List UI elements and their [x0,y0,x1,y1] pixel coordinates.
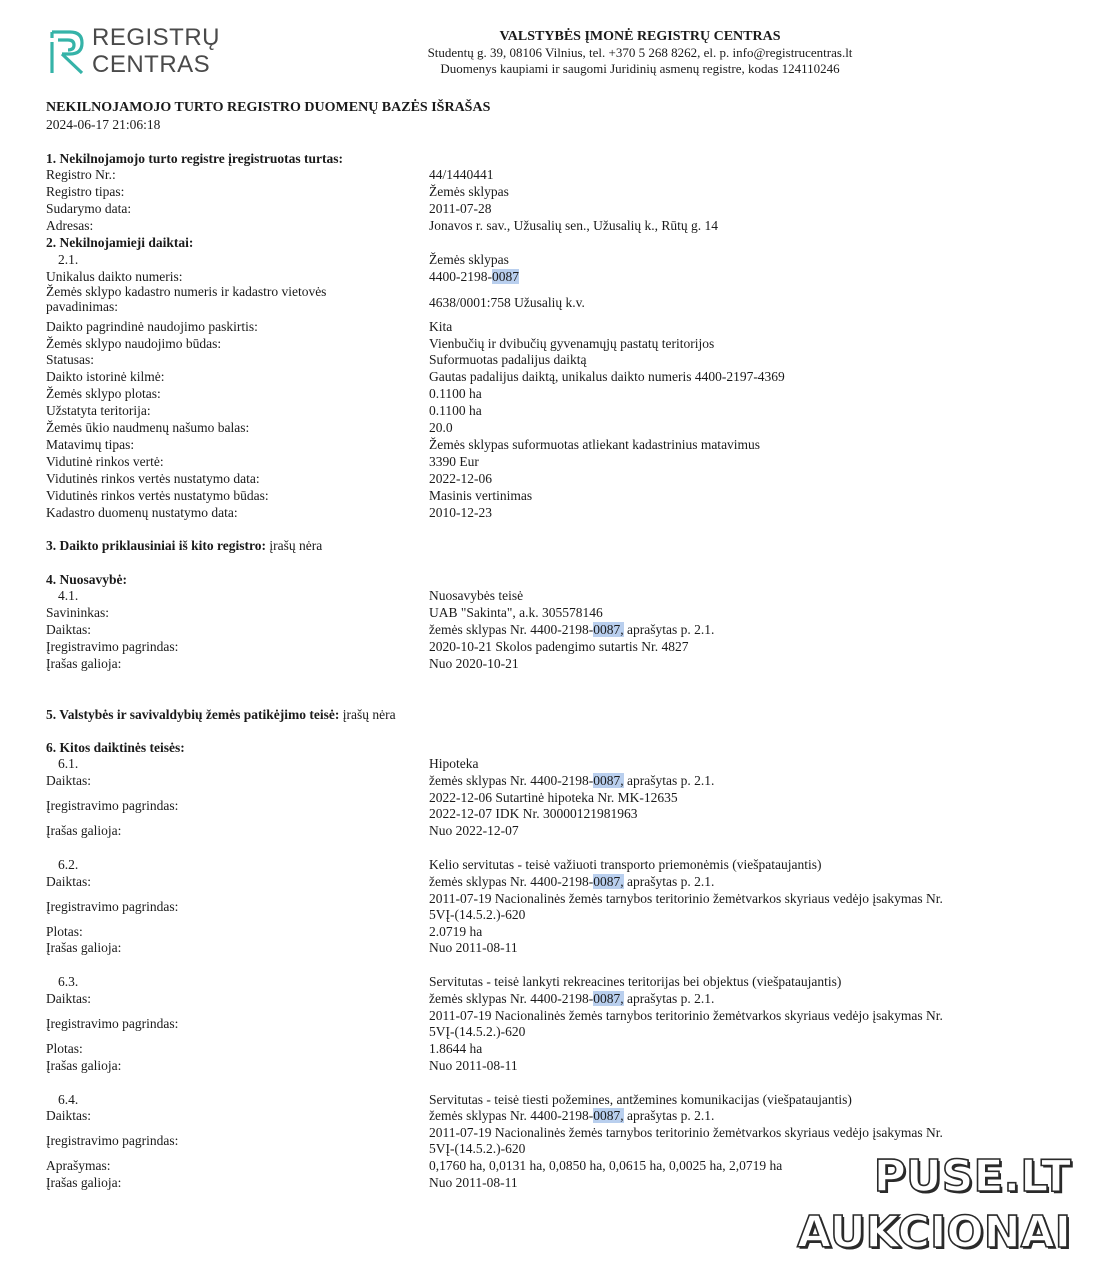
field-label: Žemės ūkio naudmenų našumo balas: [46,420,250,435]
field-value: Nuo 2022-12-07 [429,823,519,838]
field-value: Kita [429,319,453,334]
field-value: 2022-12-06 Sutartinė hipoteka Nr. MK-12635 [429,790,678,805]
field-label: Įregistravimo pagrindas: [46,1133,179,1148]
field-value: Nuo 2011-08-11 [429,940,518,955]
field-value: Nuo 2011-08-11 [429,1175,518,1190]
field-value: 2011-07-19 Nacionalinės žemės tarnybos teritorinio žemėtvarkos skyriaus vedėjo įsakymas Nr. [429,1008,943,1023]
item-type: Kelio servitutas - teisė važiuoti transporto priemonėmis (viešpataujantis) [429,857,822,872]
object-reference-prefix: žemės sklypas Nr. 4400-2198- [429,1108,594,1123]
field-value: 5VĮ-(14.5.2.)-620 [429,1024,526,1039]
field-label: Registro tipas: [46,184,125,199]
highlighted-text: 0087 [492,269,519,284]
field-label: Daiktas: [46,773,91,788]
field-value: 2022-12-07 IDK Nr. 30000121981963 [429,806,638,821]
field-label: Žemės sklypo plotas: [46,386,161,401]
field-value: 44/1440441 [429,167,494,182]
section-4-title: 4. Nuosavybė: [46,572,128,587]
field-value: 2011-07-28 [429,201,492,216]
field-label: Įregistravimo pagrindas: [46,1016,179,1031]
highlighted-text: 0087, [593,773,624,788]
field-value: 2011-07-19 Nacionalinės žemės tarnybos teritorinio žemėtvarkos skyriaus vedėjo įsakymas Nr. [429,1125,943,1140]
object-reference [429,622,999,639]
field-value: 2022-12-06 [429,471,492,486]
document-title: NEKILNOJAMOJO TURTO REGISTRO DUOMENŲ BAZĖS IŠRAŠAS [46,100,491,115]
section-3-note: įrašų nėra [269,538,323,553]
item-number: 2.1. [58,252,79,267]
field-label: Daiktas: [46,874,91,889]
item-type: Žemės sklypas [429,252,509,267]
field-label: Žemės sklypo kadastro numeris ir kadastro vietovės pavadinimas: [46,284,327,314]
field-label: Plotas: [46,924,83,939]
field-label: Vidutinė rinkos vertė: [46,454,164,469]
field-value: UAB "Sakinta", a.k. 305578146 [429,605,603,620]
organization-info [370,29,910,77]
object-reference [429,1108,999,1125]
field-value: Žemės sklypas [429,184,509,199]
object-reference [429,773,999,790]
field-label: Įrašas galioja: [46,656,122,671]
field-label: Daiktas: [46,1108,91,1123]
section-3-title: 3. Daikto priklausiniai iš kito registro: [46,538,267,553]
field-label: Žemės sklypo naudojimo būdas: [46,336,222,351]
field-label: Įregistravimo pagrindas: [46,639,179,654]
organization-address: Studentų g. 39, 08106 Vilnius, tel. +370 5 268 8262, el. p. info@registrucentras.lt [427,45,853,60]
field-label: Aprašymas: [46,1158,111,1173]
object-reference-prefix: žemės sklypas Nr. 4400-2198- [429,874,594,889]
field-value: 2010-12-23 [429,505,492,520]
logo-mark-icon [48,26,88,76]
field-label: Vidutinės rinkos vertės nustatymo data: [46,471,260,486]
field-value: 2011-07-19 Nacionalinės žemės tarnybos teritorinio žemėtvarkos skyriaus vedėjo įsakymas Nr. [429,891,943,906]
section-5-title: 5. Valstybės ir savivaldybių žemės patikėjimo teisė: [46,707,340,722]
logo-text-line1: REGISTRŲ [92,24,221,51]
field-label: Įrašas galioja: [46,823,122,838]
field-value: Suformuotas padalijus daiktą [429,352,587,367]
field-label: Daiktas: [46,991,91,1006]
organization-register: Duomenys kaupiami ir saugomi Juridinių asmenų registre, kodas 124110246 [440,61,840,76]
organization-name: VALSTYBĖS ĮMONĖ REGISTRŲ CENTRAS [499,29,781,44]
document-date: 2024-06-17 21:06:18 [46,117,161,132]
field-value: 2.0719 ha [429,924,483,939]
object-reference-suffix: aprašytas p. 2.1. [623,1108,715,1123]
field-value: 4638/0001:758 Užusalių k.v. [429,295,585,310]
object-reference-prefix: žemės sklypas Nr. 4400-2198- [429,622,594,637]
object-reference-suffix: aprašytas p. 2.1. [623,991,715,1006]
field-label: Adresas: [46,218,94,233]
section-5 [46,707,1006,724]
unique-number-prefix: 4400-2198- [429,269,492,284]
section-3 [46,538,1006,555]
field-value: Nuo 2020-10-21 [429,656,519,671]
field-label: Unikalus daikto numeris: [46,269,183,284]
field-label: Daikto pagrindinė naudojimo paskirtis: [46,319,258,334]
section-1-title: 1. Nekilnojamojo turto registre įregistruotas turtas: [46,151,343,166]
object-reference-suffix: aprašytas p. 2.1. [623,874,715,889]
field-value: Vienbučių ir dvibučių gyvenamųjų pastatų teritorijos [429,336,715,351]
field-label: Kadastro duomenų nustatymo data: [46,505,238,520]
field-value: 0.1100 ha [429,403,482,418]
highlighted-text: 0087, [593,991,624,1006]
field-label: Įrašas galioja: [46,1058,122,1073]
field-value: 3390 Eur [429,454,479,469]
field-value: 1.8644 ha [429,1041,483,1056]
field-value: Masinis vertinimas [429,488,533,503]
highlighted-text: 0087, [593,874,624,889]
field-value: 2020-10-21 Skolos padengimo sutartis Nr. 4827 [429,639,689,654]
object-reference [429,991,999,1008]
field-label: Daikto istorinė kilmė: [46,369,165,384]
item-number: 6.1. [58,756,79,771]
field-value: 5VĮ-(14.5.2.)-620 [429,1141,526,1156]
field-value: Gautas padalijus daiktą, unikalus daikto numeris 4400-2197-4369 [429,369,785,384]
field-value: 20.0 [429,420,453,435]
field-label: Įrašas galioja: [46,1175,122,1190]
watermark-line2: AUKCIONAI [797,1207,1071,1258]
item-number: 4.1. [58,588,79,603]
field-label: Įrašas galioja: [46,940,122,955]
watermark-line1: PUSE.LT [873,1151,1071,1202]
field-label: Plotas: [46,1041,83,1056]
unique-number-value [429,269,999,286]
item-number: 6.3. [58,974,79,989]
field-value: 0.1100 ha [429,386,482,401]
item-number: 6.2. [58,857,79,872]
section-6-title: 6. Kitos daiktinės teisės: [46,740,185,755]
object-reference-prefix: žemės sklypas Nr. 4400-2198- [429,991,594,1006]
field-label: Įregistravimo pagrindas: [46,899,179,914]
field-label: Matavimų tipas: [46,437,135,452]
item-type: Hipoteka [429,756,479,771]
object-reference-suffix: aprašytas p. 2.1. [623,773,715,788]
field-value: Jonavos r. sav., Užusalių sen., Užusalių k., Rūtų g. 14 [429,218,718,233]
item-type: Servitutas - teisė lankyti rekreacines teritorijas bei objektus (viešpataujantis) [429,974,842,989]
field-label: Registro Nr.: [46,167,116,182]
field-label: Įregistravimo pagrindas: [46,798,179,813]
field-label: Vidutinės rinkos vertės nustatymo būdas: [46,488,269,503]
registru-centras-logo [48,24,221,80]
field-label: Sudarymo data: [46,201,132,216]
field-value: Nuo 2011-08-11 [429,1058,518,1073]
field-label: Statusas: [46,352,95,367]
field-value: Žemės sklypas suformuotas atliekant kadastrinius matavimus [429,437,761,452]
section-2-title: 2. Nekilnojamieji daiktai: [46,235,194,250]
object-reference-prefix: žemės sklypas Nr. 4400-2198- [429,773,594,788]
field-label: Daiktas: [46,622,91,637]
object-reference-suffix: aprašytas p. 2.1. [623,622,715,637]
highlighted-text: 0087, [593,622,624,637]
object-reference [429,874,999,891]
section-5-note: įrašų nėra [342,707,396,722]
highlighted-text: 0087, [593,1108,624,1123]
item-type: Servitutas - teisė tiesti požemines, antžemines komunikacijas (viešpataujantis) [429,1092,852,1107]
field-value: 5VĮ-(14.5.2.)-620 [429,907,526,922]
logo-text-line2: CENTRAS [92,51,211,78]
field-label: Savininkas: [46,605,109,620]
item-type: Nuosavybės teisė [429,588,524,603]
field-label: Užstatyta teritorija: [46,403,151,418]
item-number: 6.4. [58,1092,79,1107]
field-value: 0,1760 ha, 0,0131 ha, 0,0850 ha, 0,0615 ha, 0,0025 ha, 2,0719 ha [429,1158,783,1173]
